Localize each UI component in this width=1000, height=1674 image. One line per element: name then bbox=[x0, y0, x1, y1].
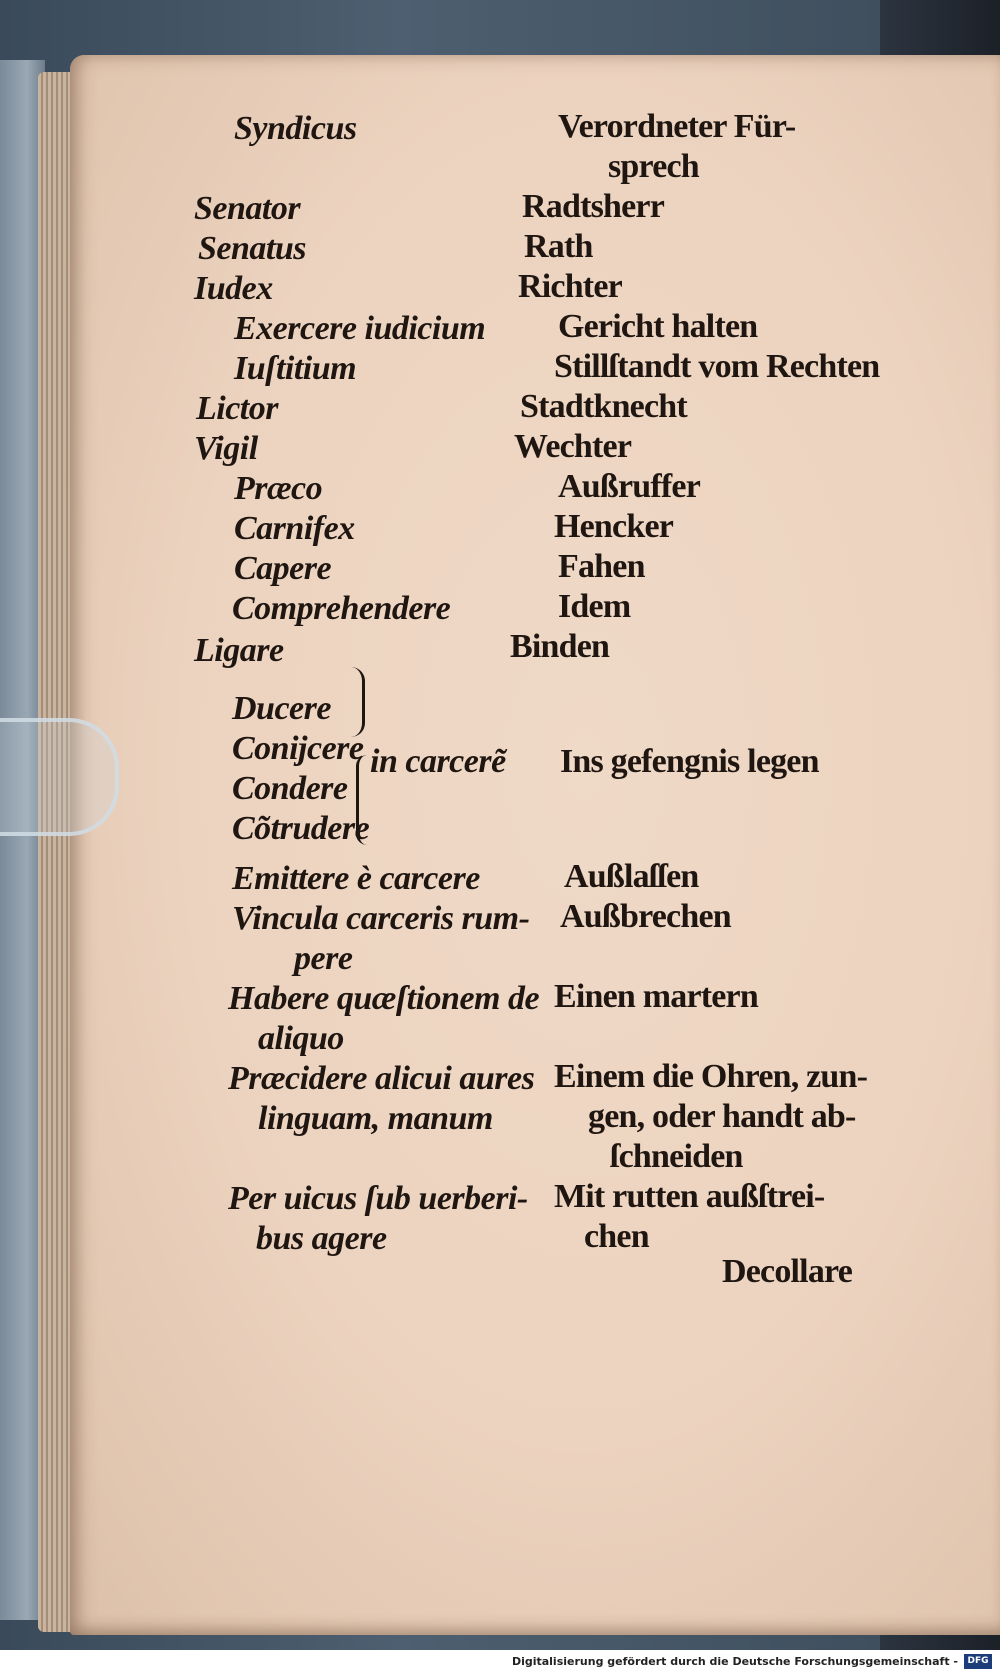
german-term: Stadtknecht bbox=[520, 388, 687, 425]
german-term: Verordneter Für- bbox=[558, 108, 796, 145]
latin-term: pere bbox=[294, 940, 353, 977]
german-term: ſchneiden bbox=[610, 1138, 743, 1175]
german-term: Radtsherr bbox=[522, 188, 664, 225]
latin-term: Iuſtitium bbox=[234, 350, 357, 387]
german-term: Stillſtandt vom Rechten bbox=[554, 348, 880, 385]
latin-term: aliquo bbox=[258, 1020, 344, 1057]
german-term: Idem bbox=[558, 588, 631, 625]
german-term: Mit rutten außſtrei- bbox=[554, 1178, 825, 1215]
dfg-logo: DFG bbox=[964, 1654, 992, 1669]
latin-term: Præco bbox=[234, 470, 323, 507]
latin-term: Carnifex bbox=[234, 510, 355, 547]
german-term: chen bbox=[584, 1218, 649, 1255]
german-term: Einen martern bbox=[554, 978, 758, 1015]
bracket-object: in carcerẽ bbox=[370, 743, 506, 780]
brace-upper bbox=[350, 667, 365, 737]
footer-bar bbox=[0, 1650, 1000, 1674]
bracket-verb: Ducere bbox=[232, 690, 331, 727]
bracket-verb: Condere bbox=[232, 770, 348, 807]
german-term: Fahen bbox=[558, 548, 645, 585]
german-term: Wechter bbox=[514, 428, 632, 465]
latin-term: Vincula carceris rum- bbox=[232, 900, 530, 937]
latin-term: Iudex bbox=[194, 270, 273, 307]
bracket-verb: Cõtrudere bbox=[232, 810, 370, 847]
catchword: Decollare bbox=[722, 1253, 852, 1290]
latin-term: Syndicus bbox=[234, 110, 357, 147]
latin-term: Emittere è carcere bbox=[232, 860, 480, 897]
latin-term: Exercere iudicium bbox=[234, 310, 486, 347]
brace-lower bbox=[356, 755, 367, 845]
german-term: Rath bbox=[524, 228, 593, 265]
german-term: Ins gefengnis legen bbox=[560, 743, 819, 780]
latin-term: Per uicus ſub uerberi- bbox=[228, 1180, 528, 1217]
latin-term: Vigil bbox=[194, 430, 258, 467]
bracket-verb: Conijcere bbox=[232, 730, 364, 767]
german-term: Hencker bbox=[554, 508, 674, 545]
footer-credit: Digitalisierung gefördert durch die Deutsche Forschungsgemeinschaft - bbox=[511, 1655, 958, 1668]
german-term: Gericht halten bbox=[558, 308, 758, 345]
german-term: Richter bbox=[518, 268, 622, 305]
latin-term: linguam, manum bbox=[258, 1100, 493, 1137]
german-term: Binden bbox=[510, 628, 610, 665]
book-clip bbox=[0, 718, 119, 836]
latin-term: Habere quæſtionem de bbox=[228, 980, 540, 1017]
latin-term: Capere bbox=[234, 550, 332, 587]
latin-term: bus agere bbox=[256, 1220, 387, 1257]
german-term: gen, oder handt ab- bbox=[588, 1098, 856, 1135]
latin-term: Præcidere alicui aures bbox=[228, 1060, 535, 1097]
german-term: Außlaſſen bbox=[564, 858, 699, 895]
german-term: Außruffer bbox=[558, 468, 700, 505]
german-term: Außbrechen bbox=[560, 898, 731, 935]
german-term: sprech bbox=[608, 148, 699, 185]
book-page bbox=[70, 55, 1000, 1635]
latin-term: Lictor bbox=[196, 390, 278, 427]
latin-term: Senator bbox=[194, 190, 301, 227]
latin-term: Ligare bbox=[194, 632, 284, 669]
latin-term: Senatus bbox=[198, 230, 306, 267]
latin-term: Comprehendere bbox=[232, 590, 451, 627]
german-term: Einem die Ohren, zun- bbox=[554, 1058, 868, 1095]
